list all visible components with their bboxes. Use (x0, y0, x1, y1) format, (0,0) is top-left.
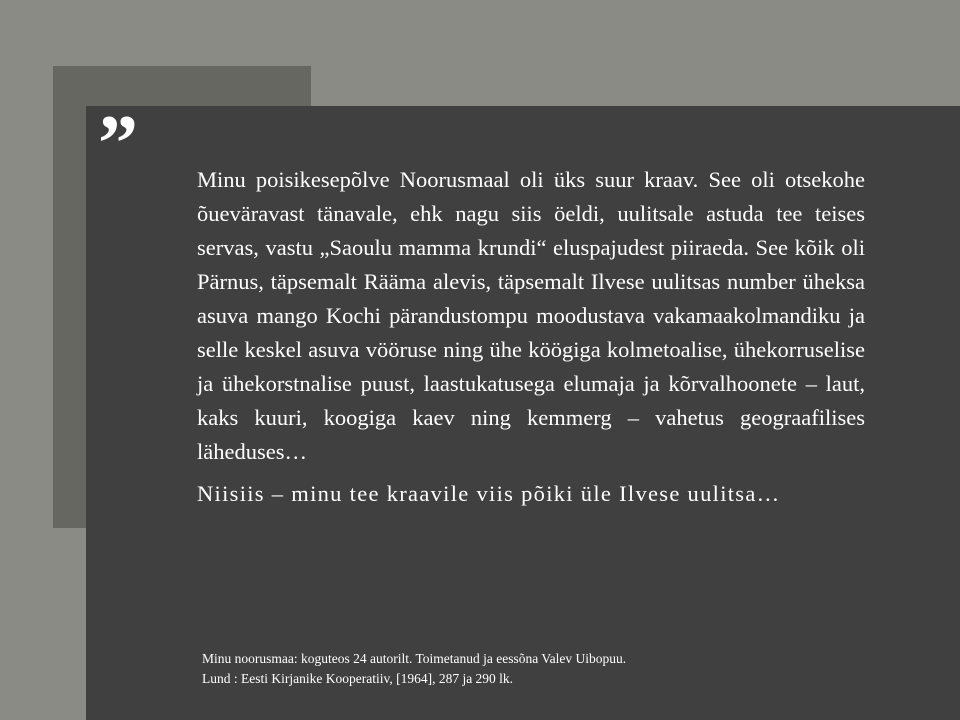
quote-paragraph-2: Niisiis – minu tee kraavile viis põiki üle Ilvese uulitsa… (197, 481, 781, 506)
quote-text (197, 163, 865, 511)
citation-line-1: Minu noorusmaa: koguteos 24 autorilt. Toimetanud ja eessõna Valev Uibopuu. (202, 651, 627, 666)
citation-line-2: Lund : Eesti Kirjanike Kooperatiiv, [1964], 287 ja 290 lk. (202, 671, 514, 686)
citation (202, 649, 626, 689)
quotation-mark-icon: ” (98, 100, 138, 188)
quote-paragraph-1: Minu poisikesepõlve Noorusmaal oli üks suur kraav. See oli otsekohe õueväravast tänavale, ehk nagu siis öeldi, uulitsale astuda tee teises servas, vastu „Saoulu mamma krundi“ eluspajudest piiraeda. See kõik oli Pärnus, täpsemalt Rääma alevis, täpsemalt Ilvese uulitsas number üheksa asuva mango Kochi pärandustompu moodustava vakamaakolmandiku ja selle keskel asuva vööruse ning ühe köögiga kolmetoalise, ühekorruselise ja ühekorstnalise puust, laastukatusega elumaja ja kõrvalhoonete – laut, kaks kuuri, koogiga kaev ning kemmerg – vahetus geograafilises läheduses… (197, 167, 865, 464)
